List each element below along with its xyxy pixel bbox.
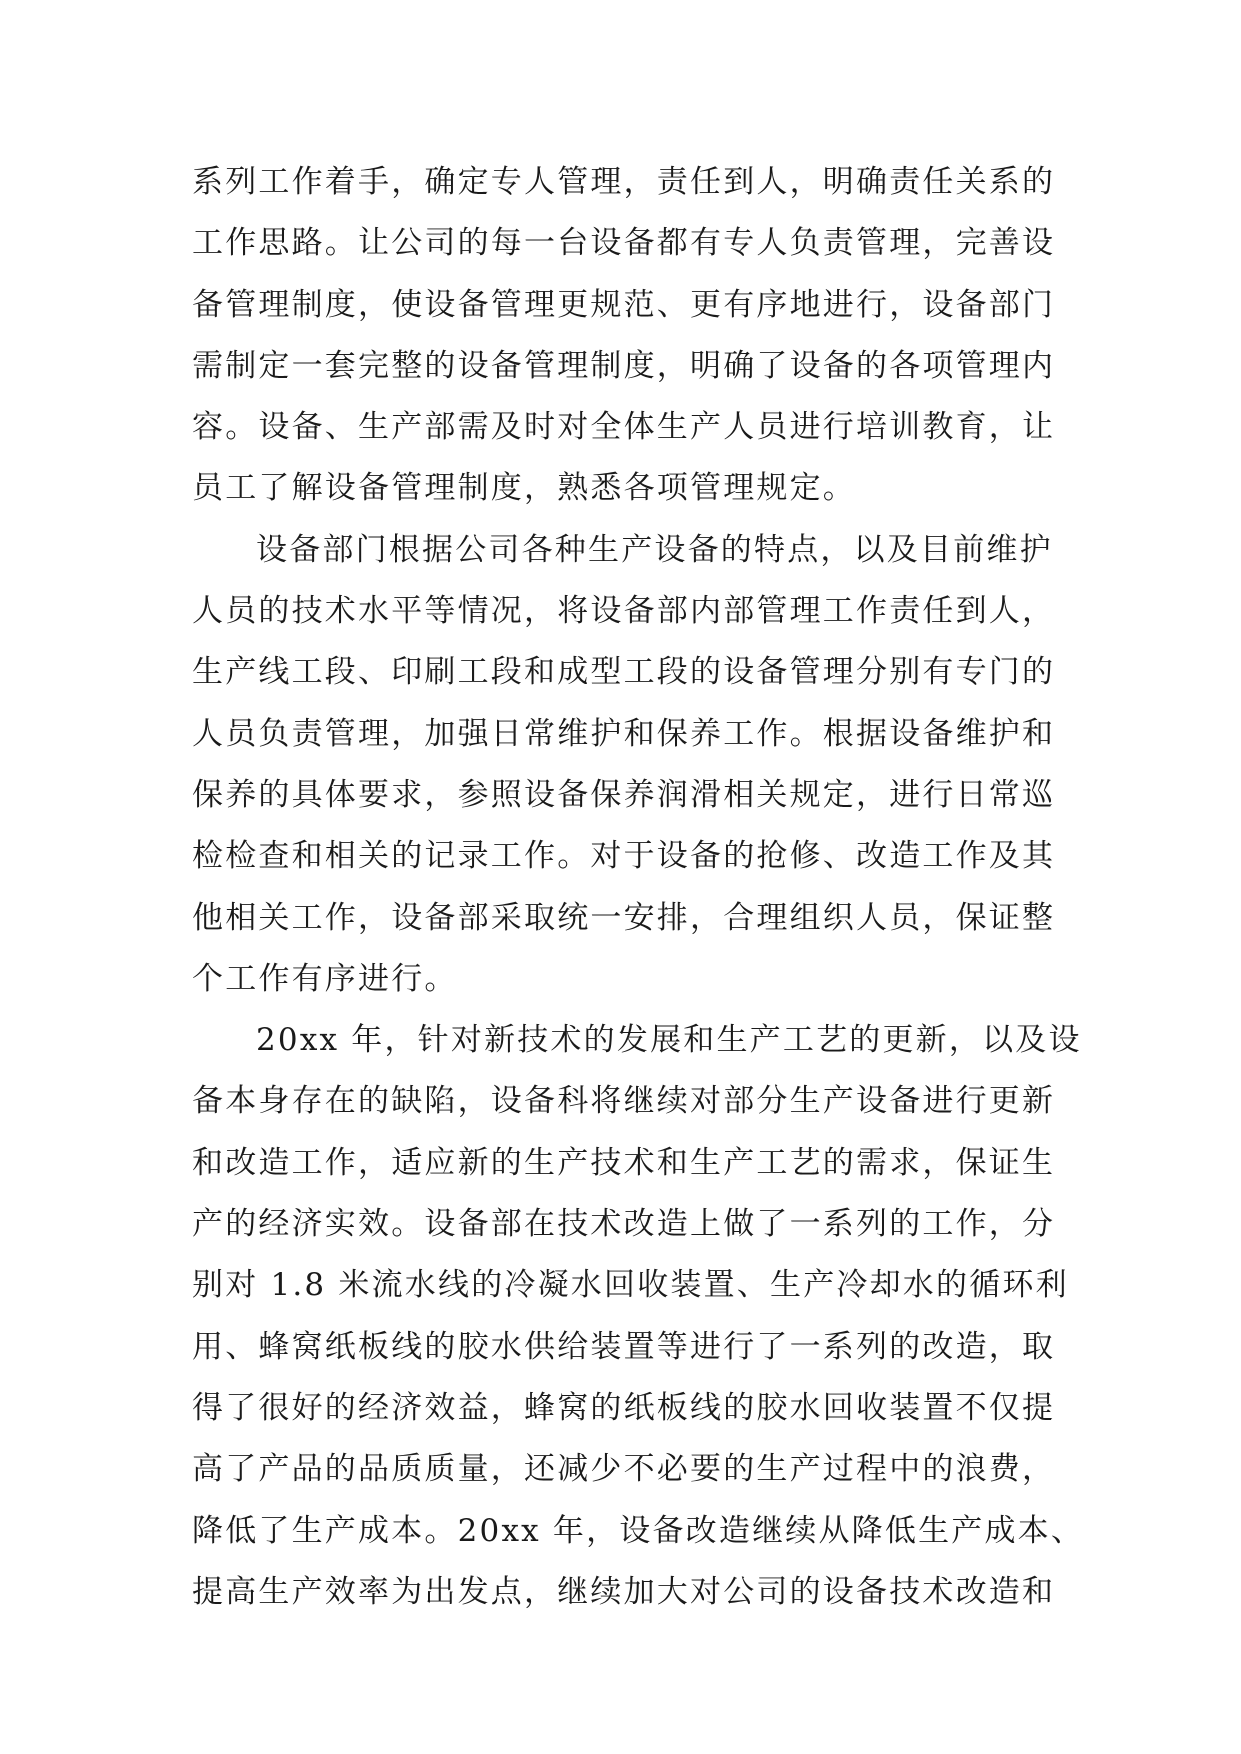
text-line: 高了产品的品质质量，还减少不必要的生产过程中的浪费， — [192, 1451, 1056, 1488]
paragraph-first-line: 20xx 年，针对新技术的发展和生产工艺的更新，以及设 — [256, 1022, 1082, 1059]
text-line: 用、蜂窝纸板线的胶水供给装置等进行了一系列的改造，取 — [192, 1328, 1056, 1365]
text-line: 工作思路。让公司的每一台设备都有专人负责管理，完善设 — [192, 225, 1056, 262]
text-line: 人员的技术水平等情况，将设备部内部管理工作责任到人， — [192, 593, 1056, 630]
text-line: 容。设备、生产部需及时对全体生产人员进行培训教育，让 — [192, 409, 1056, 446]
text-line: 降低了生产成本。20xx 年，设备改造继续从降低生产成本、 — [192, 1512, 1085, 1549]
text-line: 检检查和相关的记录工作。对于设备的抢修、改造工作及其 — [192, 838, 1056, 875]
text-line: 提高生产效率为出发点，继续加大对公司的设备技术改造和 — [192, 1573, 1056, 1610]
text-line: 保养的具体要求，参照设备保养润滑相关规定，进行日常巡 — [192, 776, 1056, 813]
text-line: 需制定一套完整的设备管理制度，明确了设备的各项管理内 — [192, 347, 1056, 384]
text-line: 个工作有序进行。 — [192, 960, 458, 997]
text-line: 人员负责管理，加强日常维护和保养工作。根据设备维护和 — [192, 715, 1056, 752]
text-line: 备本身存在的缺陷，设备科将继续对部分生产设备进行更新 — [192, 1083, 1056, 1120]
text-line: 系列工作着手，确定专人管理，责任到人，明确责任关系的 — [192, 164, 1056, 200]
text-line: 别对 1.8 米流水线的冷凝水回收装置、生产冷却水的循环利 — [192, 1267, 1069, 1304]
text-line: 和改造工作，适应新的生产技术和生产工艺的需求，保证生 — [192, 1144, 1056, 1181]
document-body-text — [192, 152, 1085, 1623]
text-line: 员工了解设备管理制度，熟悉各项管理规定。 — [192, 470, 856, 507]
text-line: 产的经济实效。设备部在技术改造上做了一系列的工作，分 — [192, 1206, 1056, 1243]
text-line: 生产线工段、印刷工段和成型工段的设备管理分别有专门的 — [192, 654, 1056, 691]
text-line: 他相关工作，设备部采取统一安排，合理组织人员，保证整 — [192, 899, 1056, 936]
text-line: 得了很好的经济效益，蜂窝的纸板线的胶水回收装置不仅提 — [192, 1389, 1056, 1426]
paragraph-first-line: 设备部门根据公司各种生产设备的特点，以及目前维护 — [256, 531, 1053, 568]
text-line: 备管理制度，使设备管理更规范、更有序地进行，设备部门 — [192, 286, 1056, 323]
